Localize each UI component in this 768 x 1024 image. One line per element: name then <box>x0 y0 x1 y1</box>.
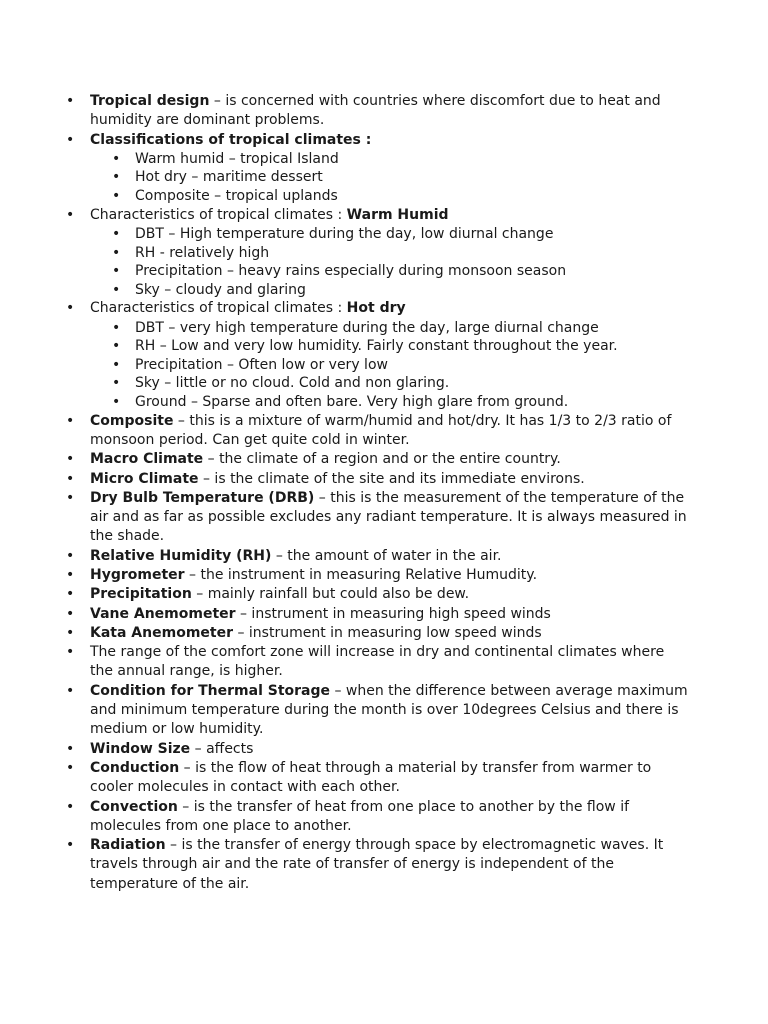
list-item-relative-humidity <box>90 547 690 566</box>
term: Condition for Thermal Storage <box>90 682 331 699</box>
sub-item: • DBT – High temperature during the day, low diurnal change <box>135 225 690 244</box>
list-item-hygrometer <box>90 566 690 585</box>
list-item-comfort-zone <box>90 643 690 682</box>
sub-item: • Precipitation – heavy rains especially during monsoon season <box>135 262 690 281</box>
definition: – the instrument in measuring Relative Humudity. <box>184 566 538 583</box>
sub-item: • Precipitation – Often low or very low <box>135 356 690 375</box>
definition: – mainly rainfall but could also be dew. <box>191 586 470 603</box>
sub-item: • RH – Low and very low humidity. Fairly constant throughout the year. <box>135 337 690 356</box>
term: Precipitation <box>90 586 192 603</box>
term: Warm Humid <box>346 206 449 223</box>
definition: – is the climate of the site and its immediate environs. <box>198 470 585 487</box>
sub-list <box>90 150 690 206</box>
definition: – when the difference between average maximum and minimum temperature during the month is over 10degrees Celsius and there is medium or low humidity. <box>90 682 688 738</box>
definition: – affects <box>190 740 254 757</box>
definition: – is the flow of heat through a material by transfer from warmer to cooler molecules in contact with each other. <box>90 759 652 796</box>
term: Hot dry <box>346 300 406 317</box>
list-item-micro-climate <box>90 470 690 489</box>
term: Conduction <box>90 759 180 776</box>
list-item-macro-climate <box>90 450 690 469</box>
list-item-vane-anemometer <box>90 605 690 624</box>
term: Composite <box>90 412 174 429</box>
term: Micro Climate <box>90 470 199 487</box>
term: Hygrometer <box>90 566 185 583</box>
term: Relative Humidity (RH) <box>90 547 272 564</box>
list-item-hot-dry <box>90 299 690 411</box>
list-item-dry-bulb-temperature <box>90 489 690 547</box>
sub-item: • Sky – little or no cloud. Cold and non glaring. <box>135 374 690 393</box>
definition: – is concerned with countries where discomfort due to heat and humidity are dominant problems. <box>90 93 661 129</box>
sub-item: • Sky – cloudy and glaring <box>135 281 690 300</box>
list-item-radiation <box>90 836 690 894</box>
definition: – the climate of a region and or the entire country. <box>203 451 561 468</box>
list-item-convection <box>90 798 690 837</box>
definition: – is the transfer of heat from one place to another by the flow if molecules from one place to another. <box>90 798 630 834</box>
sub-item: • Hot dry – maritime dessert <box>135 168 690 187</box>
term: Macro Climate <box>90 451 204 468</box>
sub-list <box>90 225 690 299</box>
list-item-kata-anemometer <box>90 624 690 643</box>
term: Convection <box>90 798 178 815</box>
term: Classifications of tropical climates : <box>90 131 372 148</box>
sub-list <box>90 319 690 412</box>
sub-item: • Ground – Sparse and often bare. Very high glare from ground. <box>135 393 690 412</box>
definition: The range of the comfort zone will increase in dry and continental climates where the annual range, is higher. <box>90 644 665 680</box>
list-item-tropical-design <box>90 92 690 131</box>
list-item-warm-humid <box>90 206 690 300</box>
term: Radiation <box>90 837 166 854</box>
term: Dry Bulb Temperature (DRB) <box>90 489 315 506</box>
definition: – this is the measurement of the temperature of the air and as far as possible excludes any radiant temperature. It is always measured in the shade. <box>90 489 687 545</box>
term: Kata Anemometer <box>90 624 233 641</box>
list-item-window-size <box>90 740 690 759</box>
sub-item: • Warm humid – tropical Island <box>135 150 690 169</box>
bullet-list <box>90 92 690 894</box>
list-item-conduction <box>90 759 690 798</box>
lead-text: Characteristics of tropical climates : <box>90 300 347 317</box>
definition: – instrument in measuring high speed winds <box>235 605 551 622</box>
sub-item: • Composite – tropical uplands <box>135 187 690 206</box>
list-item-precipitation <box>90 585 690 604</box>
lead-text: Characteristics of tropical climates : <box>90 206 347 223</box>
term: Vane Anemometer <box>90 605 236 622</box>
definition: – this is a mixture of warm/humid and hot/dry. It has 1/3 to 2/3 ratio of monsoon period. Can get quite cold in winter. <box>90 412 672 448</box>
definition: – instrument in measuring low speed winds <box>233 624 542 641</box>
list-item-thermal-storage <box>90 682 690 740</box>
list-item-composite <box>90 412 690 451</box>
term: Tropical design <box>90 93 210 109</box>
sub-item: • DBT – very high temperature during the day, large diurnal change <box>135 319 690 338</box>
list-item-classifications <box>90 131 690 206</box>
sub-item: • RH - relatively high <box>135 244 690 263</box>
definition: – is the transfer of energy through space by electromagnetic waves. It travels through air and the rate of transfer of energy is independent of the temperature of the air. <box>90 837 664 892</box>
term: Window Size <box>90 740 191 757</box>
definition: – the amount of water in the air. <box>271 547 502 564</box>
